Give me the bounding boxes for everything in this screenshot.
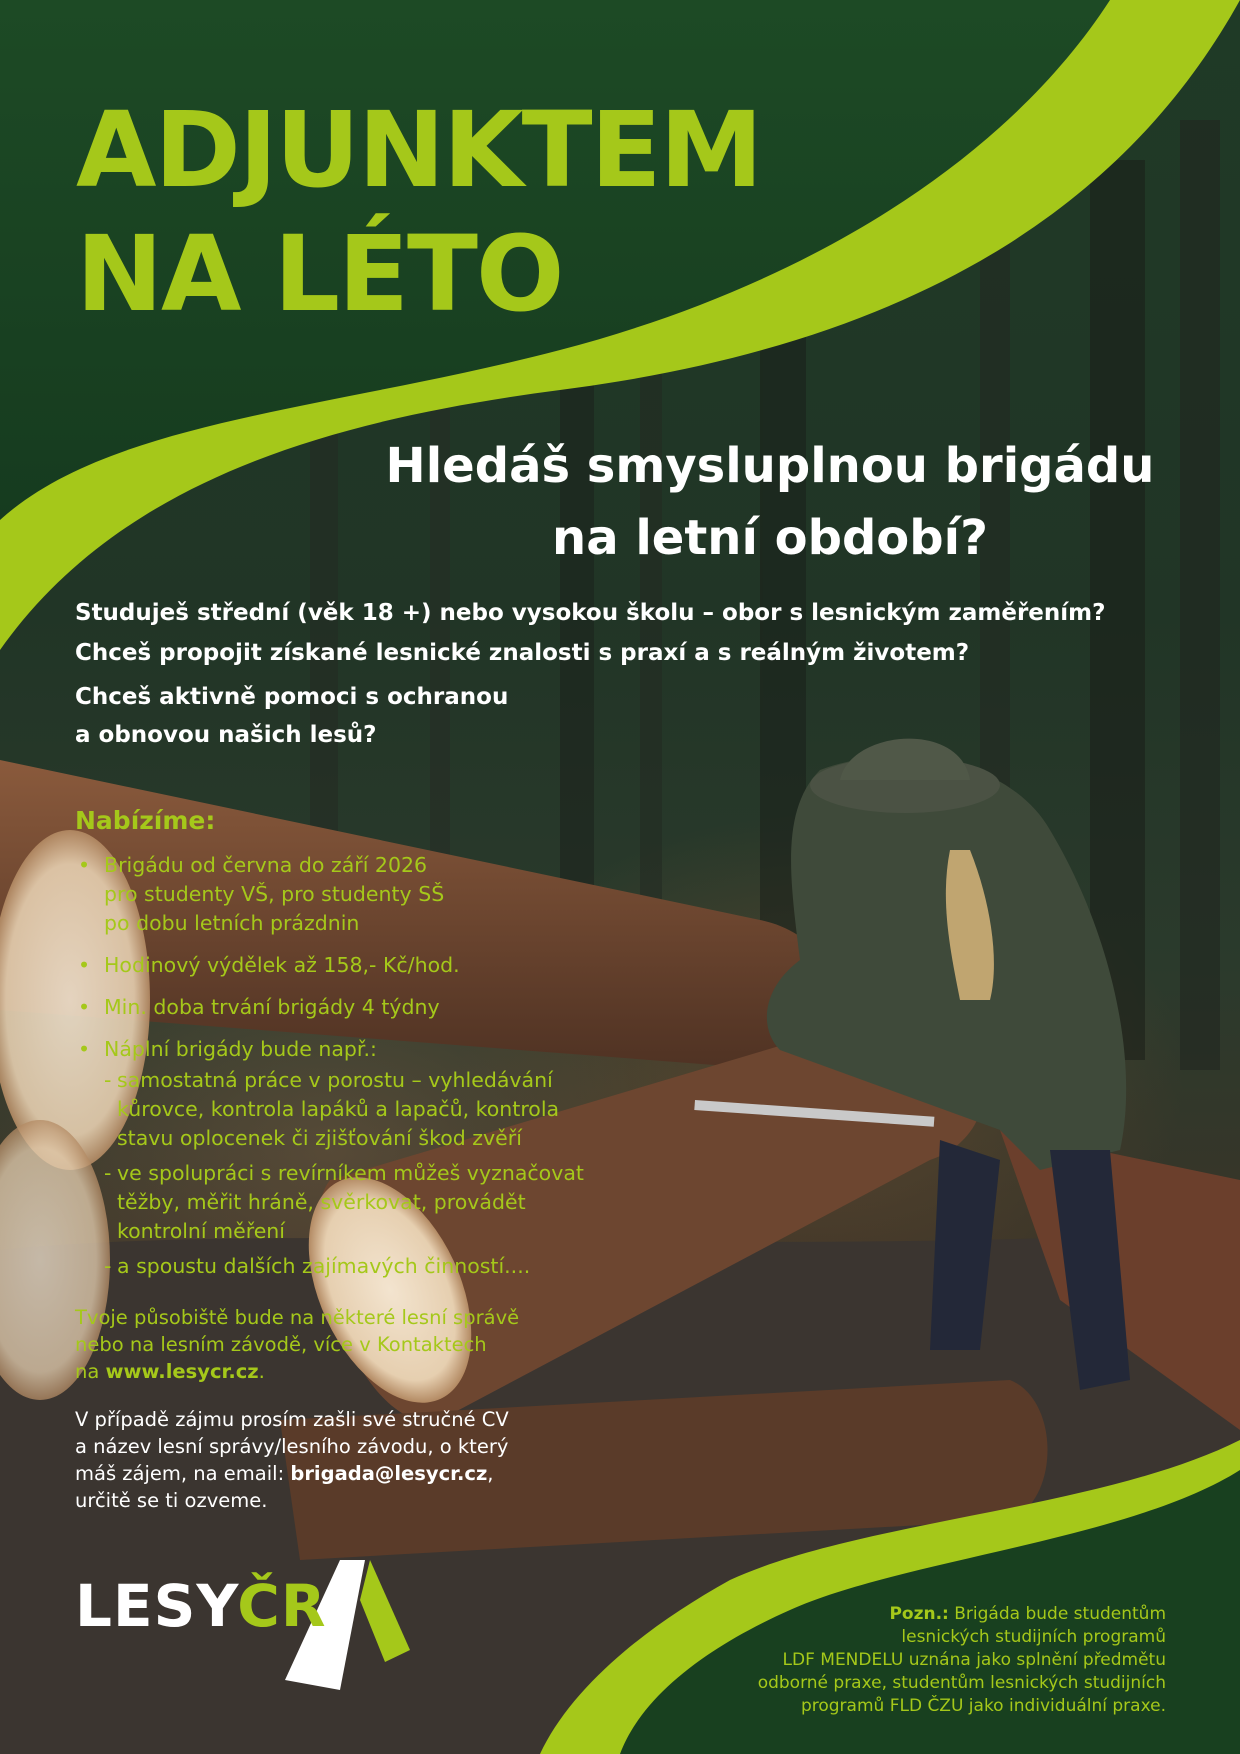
offer-item-period-line-2: pro studenty VŠ, pro studenty SŠ <box>104 882 445 906</box>
offer-item-period-line-3: po dobu letních prázdnin <box>104 911 360 935</box>
bullet-icon: • <box>78 953 91 977</box>
footnote-line-3: LDF MENDELU uznána jako splnění předmětu <box>782 1650 1166 1670</box>
duty-item-more-text: a spoustu dalších zajímavých činností.... <box>117 1254 531 1278</box>
bullet-icon: • <box>78 853 91 877</box>
duties-sub-list <box>104 1066 615 1281</box>
offer-item-duties-text: Náplní brigády bude např.: <box>104 1037 377 1061</box>
footnote-line-1 <box>740 1603 1166 1626</box>
offer-item-period <box>75 851 615 938</box>
lesy-cr-logo <box>75 1572 327 1640</box>
location-note-line-1: Tvoje působiště bude na některé lesní správě <box>75 1306 520 1329</box>
location-note-prefix: na <box>75 1360 106 1383</box>
offer-list <box>75 851 615 1294</box>
offer-item-duties <box>75 1035 615 1281</box>
duty-item-cooperation-line-1: ve spolupráci s revírníkem můžeš vyznačovat <box>117 1161 584 1185</box>
offer-item-wage <box>75 951 615 980</box>
location-note <box>75 1304 545 1385</box>
duty-item-independent <box>104 1066 615 1153</box>
bullet-icon: • <box>78 995 91 1019</box>
email-link[interactable]: brigada@lesycr.cz <box>290 1462 488 1485</box>
offer-item-wage-text: Hodinový výdělek až 158,- Kč/hod. <box>104 953 460 977</box>
question-2: Chceš propojit získané lesnické znalosti s praxí a s reálným životem? <box>75 640 970 666</box>
offer-item-duration-text: Min. doba trvání brigády 4 týdny <box>104 995 440 1019</box>
footnote-line-2: lesnických studijních programů <box>901 1627 1166 1647</box>
footnote-line-4: odborné praxe, studentům lesnických studijních <box>757 1673 1166 1693</box>
question-3-line-2: a obnovou našich lesů? <box>75 722 377 748</box>
location-note-line-3 <box>75 1358 545 1385</box>
duty-item-cooperation-line-3: kontrolní měření <box>117 1219 285 1243</box>
contact-note-prefix: máš zájem, na email: <box>75 1462 291 1485</box>
contact-note-line-2: a název lesní správy/lesního závodu, o který <box>75 1435 509 1458</box>
duty-item-independent-line-2: kůrovce, kontrola lapáků a lapačů, kontrola <box>117 1097 560 1121</box>
title-line-1: ADJUNKTEM <box>76 89 762 211</box>
offer-item-duration <box>75 993 615 1022</box>
contact-note-line-3 <box>75 1460 545 1487</box>
headline-line-2: na letní období? <box>552 510 988 566</box>
title-line-2: NA LÉTO <box>76 213 563 335</box>
question-1: Studuješ střední (věk 18 +) nebo vysokou školu – obor s lesnickým zaměřením? <box>75 600 1106 626</box>
logo-part-cr: ČR <box>237 1572 327 1640</box>
dash-icon: - <box>104 1254 112 1278</box>
question-3 <box>75 678 508 754</box>
contact-note-suffix: , <box>487 1462 494 1485</box>
offer-item-period-line-1: Brigádu od června do září 2026 <box>104 853 428 877</box>
contact-note-line-4: určitě se ti ozveme. <box>75 1489 268 1512</box>
poster-title <box>76 88 761 336</box>
location-note-suffix: . <box>258 1360 265 1383</box>
contact-note <box>75 1406 545 1514</box>
duty-item-cooperation-line-2: těžby, měřit hráně, svěrkovat, provádět <box>117 1190 526 1214</box>
location-note-line-2: nebo na lesním závodě, více v Kontaktech <box>75 1333 487 1356</box>
bullet-icon: • <box>78 1037 91 1061</box>
duty-item-more <box>104 1252 615 1281</box>
footnote-line-5: programů FLD ČZU jako individuální praxe. <box>800 1696 1166 1716</box>
duty-item-independent-line-3: stavu oplocenek či zjišťování škod zvěří <box>117 1126 522 1150</box>
footnote <box>740 1603 1166 1718</box>
question-3-line-1: Chceš aktivně pomoci s ochranou <box>75 684 509 710</box>
dash-icon: - <box>104 1161 112 1185</box>
duty-item-independent-line-1: samostatná práce v porostu – vyhledávání <box>117 1068 553 1092</box>
contact-note-line-1: V případě zájmu prosím zašli své stručné CV <box>75 1408 509 1431</box>
logo-part-lesy: LESY <box>75 1572 238 1640</box>
headline-line-1: Hledáš smysluplnou brigádu <box>385 438 1155 494</box>
offer-heading: Nabízíme: <box>75 806 216 835</box>
footnote-label: Pozn.: <box>889 1604 949 1624</box>
headline <box>330 430 1210 574</box>
dash-icon: - <box>104 1068 112 1092</box>
website-link[interactable]: www.lesycr.cz <box>105 1360 259 1383</box>
duty-item-cooperation <box>104 1159 615 1246</box>
footnote-line-1-text: Brigáda bude studentům <box>948 1604 1166 1624</box>
